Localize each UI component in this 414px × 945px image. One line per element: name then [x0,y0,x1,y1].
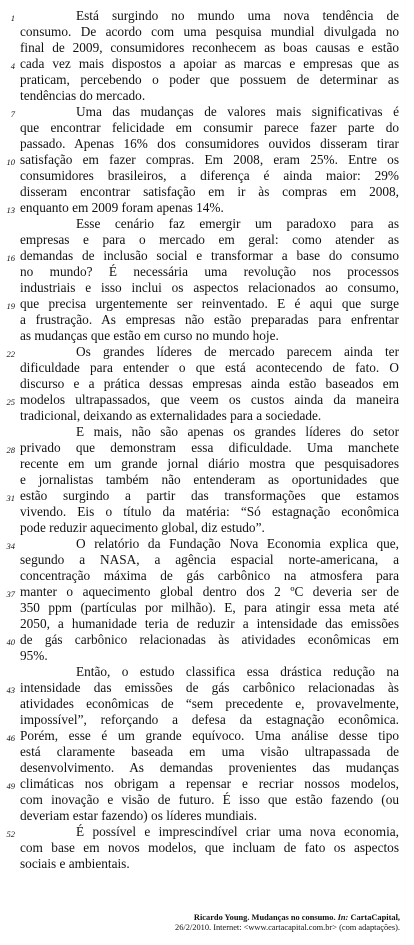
text-line: dificuldade para entender o que está acontecendo de fato. O [20,360,399,375]
text-line: Uma das mudanças de valores mais significativas é [76,104,399,119]
line-number: 46 [6,733,15,743]
text-line: pode reduzir aquecimento global, diz estudo”. [20,520,265,535]
text-line: disseram encontrar satisfação em ir às compras em 2008, [20,184,399,199]
line-number: 40 [6,637,15,647]
line-number: 49 [6,781,15,791]
citation [100,913,400,933]
text-line: 2050, a humanidade teria de reduzir a intensidade das emissões [20,616,399,631]
text-line: Então, o estudo classifica essa drástica redução na [76,664,399,679]
text-line: intensidade das emissões de gás carbônico relacionadas às [20,680,399,695]
text-line: desenvolvimento. As demandas provenientes das mudanças [20,760,399,775]
line-number: 37 [6,589,15,599]
citation-author: Ricardo Young. Mudanças no consumo. [193,913,336,922]
text-line: tradicional, deixando as externalidades para a sociedade. [20,408,322,423]
line-number: 4 [10,61,15,71]
line-number: 25 [6,397,15,407]
text-line: cada vez mais dispostos a apoiar as marcas e empresas que as [20,56,399,71]
text-line: consumidores brasileiros, a diferença é ainda maior: 29% [20,168,399,183]
text-line: deveriam estar fazendo) os líderes mundiais. [20,808,258,823]
text-line: manter o aquecimento global dentro dos 2 ºC deveria ser de [20,584,399,599]
line-number: 13 [6,205,15,215]
line-number: 16 [6,253,15,263]
line-number: 31 [6,493,15,503]
text-line: e jornalistas também não entenderam as oportunidades que [20,472,399,487]
text-line: está claramente baseada em uma visão ultrapassada de [20,744,399,759]
text-line: 350 ppm (partículas por milhão). E, para atingir essa meta até [20,600,399,615]
text-line: Porém, esse é um grande equívoco. Uma análise desse tipo [20,728,399,743]
line-number: 22 [6,349,15,359]
line-number: 19 [6,301,15,311]
text-line: tendências do mercado. [20,88,146,103]
line-number: 10 [6,157,15,167]
text-line: impossível”, reforçando a defesa da estagnação econômica. [20,712,399,727]
line-number: 28 [6,445,15,455]
text-line: de gás carbônico relacionadas às atividades econômicas em [20,632,399,647]
text-line: segundo a NASA, a agência espacial norte-americana, a [20,552,399,567]
text-line: com inovação e visão de futuro. É isso que estão fazendo (ou [20,792,399,807]
text-line: demandas de inclusão social e transformar a base do consumo [20,248,399,263]
text-line: enquanto em 2009 foram apenas 14%. [20,200,224,215]
text-line: O relatório da Fundação Nova Economia explica que, [76,536,399,551]
text-line: satisfação em fazer compras. Em 2008, eram 25%. Entre os [20,152,399,167]
text-line: passado. Apenas 16% dos consumidores ouvidos disseram tirar [20,136,399,151]
text-line: consumo. De acordo com uma pesquisa mundial divulgada no [20,24,399,39]
line-number: 43 [6,685,15,695]
text-line: que precisa urgentemente ser reinventado. E é aqui que surge [20,296,399,311]
text-line: com base em novos modelos, que incluam de fato os aspectos [20,840,399,855]
text-line: que encontrar felicidade em consumir parece fazer parte do [20,120,399,135]
text-line: Esse cenário faz emergir um paradoxo para as [76,216,399,231]
text-line: empresas e para o mercado em geral: como atender as [20,232,399,247]
line-number: 1 [10,13,15,23]
text-line: atividades econômicas de “sem precedente e, provavelmente, [20,696,399,711]
text-line: modelos ultrapassados, que veem os custos ainda da maneira [20,392,399,407]
text-line: vivendo. Eis o título da matéria: “Só estagnação econômica [20,504,399,519]
citation-source: CartaCapital, [350,913,400,922]
text-line: E mais, não são apenas os grandes líderes do setor [76,424,399,439]
text-line: Está surgindo no mundo uma nova tendência de [76,8,399,23]
text-line: recente em um grande jornal diário mostra que pesquisadores [20,456,399,471]
text-line: Os grandes líderes de mercado parecem ainda ter [76,344,399,359]
citation-line-1 [100,913,400,923]
text-line: as mudanças que estão em curso no mundo hoje. [20,328,279,343]
text-line: privado que demonstram essa dificuldade. Uma manchete [20,440,399,455]
text-line: industriais e isso inclui os aspectos relacionados ao consumo, [20,280,399,295]
text-line: a frustração. As empresas não estão preparadas para enfrentar [20,312,399,327]
text-line: sociais e ambientais. [20,856,130,871]
citation-in-label: In: [337,913,349,922]
text-line: É possível e imprescindível criar uma nova economia, [76,824,399,839]
text-line: praticam, percebendo o poder que possuem de determinar as [20,72,399,87]
text-line: climáticas nos obrigam a repensar e recriar nossos modelos, [20,776,399,791]
text-line: no mundo? É necessária uma revolução nos processos [20,264,399,279]
text-line: discurso e a prática dessas empresas ainda estão baseados em [20,376,399,391]
text-line: concentração máxima de gás carbônico na atmosfera para [20,568,399,583]
text-line: final de 2009, consumidores reconhecem as boas causas e estão [20,40,399,55]
line-number: 52 [6,829,15,839]
text-line: 95%. [20,648,48,663]
line-number: 34 [6,541,15,551]
text-line: estão surgindo a partir das transformações que estamos [20,488,399,503]
citation-line-2: 26/2/2010. Internet: <www.cartacapital.com.br> (com adaptações). [175,923,400,932]
line-number: 7 [10,109,15,119]
